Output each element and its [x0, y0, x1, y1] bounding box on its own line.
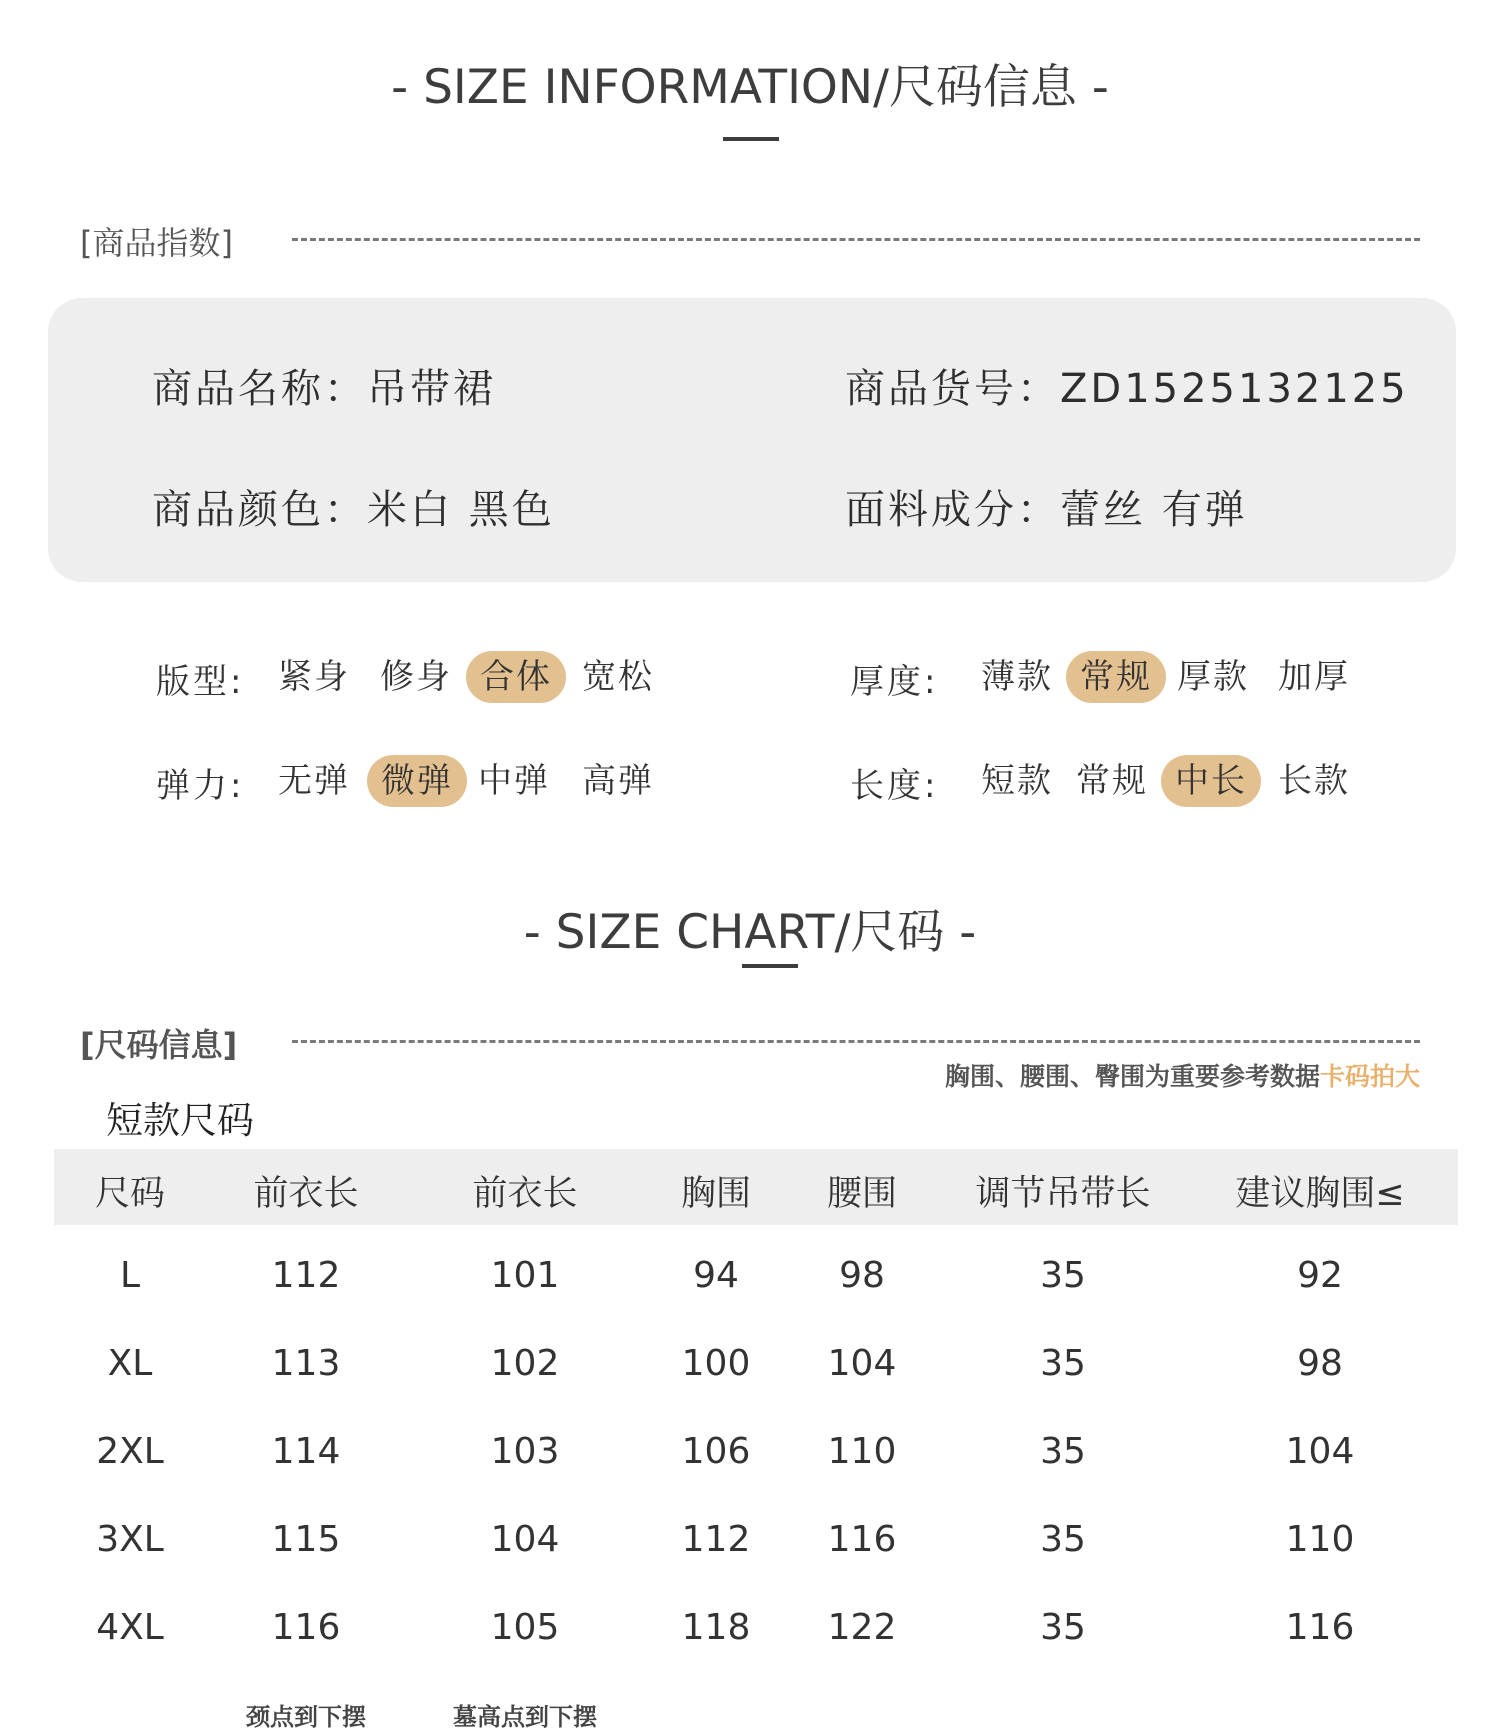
table-header-cell: 建议胸围≤ [1235, 1174, 1405, 1214]
thickness-option: 薄款 [981, 657, 1053, 697]
fit-option: 紧身 [278, 657, 350, 697]
length-label: 长度: [850, 766, 939, 806]
fit-option-selected: 合体 [466, 651, 566, 703]
table-cell: 115 [271, 1519, 341, 1560]
thickness-option-selected: 常规 [1066, 651, 1166, 703]
table-cell: 104 [827, 1343, 897, 1384]
table-cell: 110 [827, 1431, 897, 1472]
elasticity-option: 无弹 [278, 761, 350, 801]
table-cell: 112 [271, 1255, 341, 1296]
table-cell: 101 [490, 1255, 560, 1296]
product-index-label: [商品指数] [80, 224, 233, 262]
table-cell: 35 [1040, 1607, 1086, 1648]
table-cell: 114 [271, 1431, 341, 1472]
dashed-divider [292, 1040, 1420, 1043]
dashed-divider [292, 238, 1420, 241]
table-header-cell: 调节吊带长 [975, 1174, 1151, 1214]
product-sku: 商品货号：ZD1525132125 [845, 366, 1409, 412]
table-cell: 110 [1285, 1519, 1355, 1560]
table-cell: 94 [693, 1255, 739, 1296]
table-cell: 116 [1285, 1607, 1355, 1648]
size-information-heading: - SIZE INFORMATION/尺码信息 - [391, 60, 1109, 115]
length-option: 短款 [981, 761, 1053, 801]
table-cell: XL [107, 1343, 153, 1384]
table-cell: 104 [490, 1519, 560, 1560]
elasticity-option: 中弹 [478, 761, 550, 801]
table-cell: L [119, 1255, 141, 1296]
length-option: 长款 [1278, 761, 1350, 801]
table-cell: 92 [1297, 1255, 1343, 1296]
table-cell: 118 [681, 1607, 751, 1648]
table-header-cell: 尺码 [94, 1174, 166, 1214]
elasticity-option: 高弹 [582, 761, 654, 801]
note-text: 胸围、腰围、臀围为重要参考数据 [944, 1062, 1320, 1091]
product-fabric: 面料成分：蕾丝 有弹 [845, 487, 1248, 533]
table-cell: 103 [490, 1431, 560, 1472]
table-cell: 2XL [96, 1431, 164, 1472]
thickness-option: 厚款 [1177, 657, 1249, 697]
measurement-footnote: 墓高点到下摆 [453, 1703, 597, 1731]
size-chart-heading: - SIZE CHART/尺码 - [523, 905, 977, 960]
heading-underline [742, 964, 798, 968]
elasticity-label: 弹力: [156, 766, 245, 806]
elasticity-option-selected: 微弹 [367, 755, 467, 807]
table-cell: 35 [1040, 1519, 1086, 1560]
product-color: 商品颜色：米白 黑色 [152, 487, 555, 533]
table-cell: 105 [490, 1607, 560, 1648]
table-cell: 113 [271, 1343, 341, 1384]
table-cell: 116 [827, 1519, 897, 1560]
table-header-cell: 胸围 [680, 1174, 752, 1214]
product-info-card [48, 298, 1456, 582]
table-header-cell: 前衣长 [253, 1174, 359, 1214]
length-option-selected: 中长 [1161, 755, 1261, 807]
table-cell: 3XL [96, 1519, 164, 1560]
table-cell: 116 [271, 1607, 341, 1648]
table-cell: 106 [681, 1431, 751, 1472]
table-cell: 98 [1297, 1343, 1343, 1384]
table-cell: 35 [1040, 1431, 1086, 1472]
table-cell: 4XL [96, 1607, 164, 1648]
short-size-subtitle: 短款尺码 [106, 1099, 254, 1142]
product-name: 商品名称：吊带裙 [152, 366, 496, 412]
heading-underline [723, 137, 779, 141]
fit-option: 修身 [380, 657, 452, 697]
thickness-label: 厚度: [850, 662, 939, 702]
table-header-cell: 腰围 [826, 1174, 898, 1214]
fit-option: 宽松 [582, 657, 654, 697]
thickness-option: 加厚 [1278, 657, 1350, 697]
table-cell: 112 [681, 1519, 751, 1560]
table-cell: 98 [839, 1255, 885, 1296]
reference-note [945, 1057, 1420, 1093]
table-header-cell: 前衣长 [472, 1174, 578, 1214]
table-cell: 35 [1040, 1255, 1086, 1296]
fit-label: 版型: [156, 662, 245, 702]
size-info-label: [尺码信息] [80, 1026, 238, 1064]
length-option: 常规 [1076, 761, 1148, 801]
note-accent: 卡码拍大 [1319, 1062, 1420, 1091]
measurement-footnote: 颈点到下摆 [246, 1703, 366, 1731]
table-cell: 104 [1285, 1431, 1355, 1472]
table-cell: 102 [490, 1343, 560, 1384]
table-cell: 35 [1040, 1343, 1086, 1384]
table-cell: 122 [827, 1607, 897, 1648]
table-cell: 100 [681, 1343, 751, 1384]
